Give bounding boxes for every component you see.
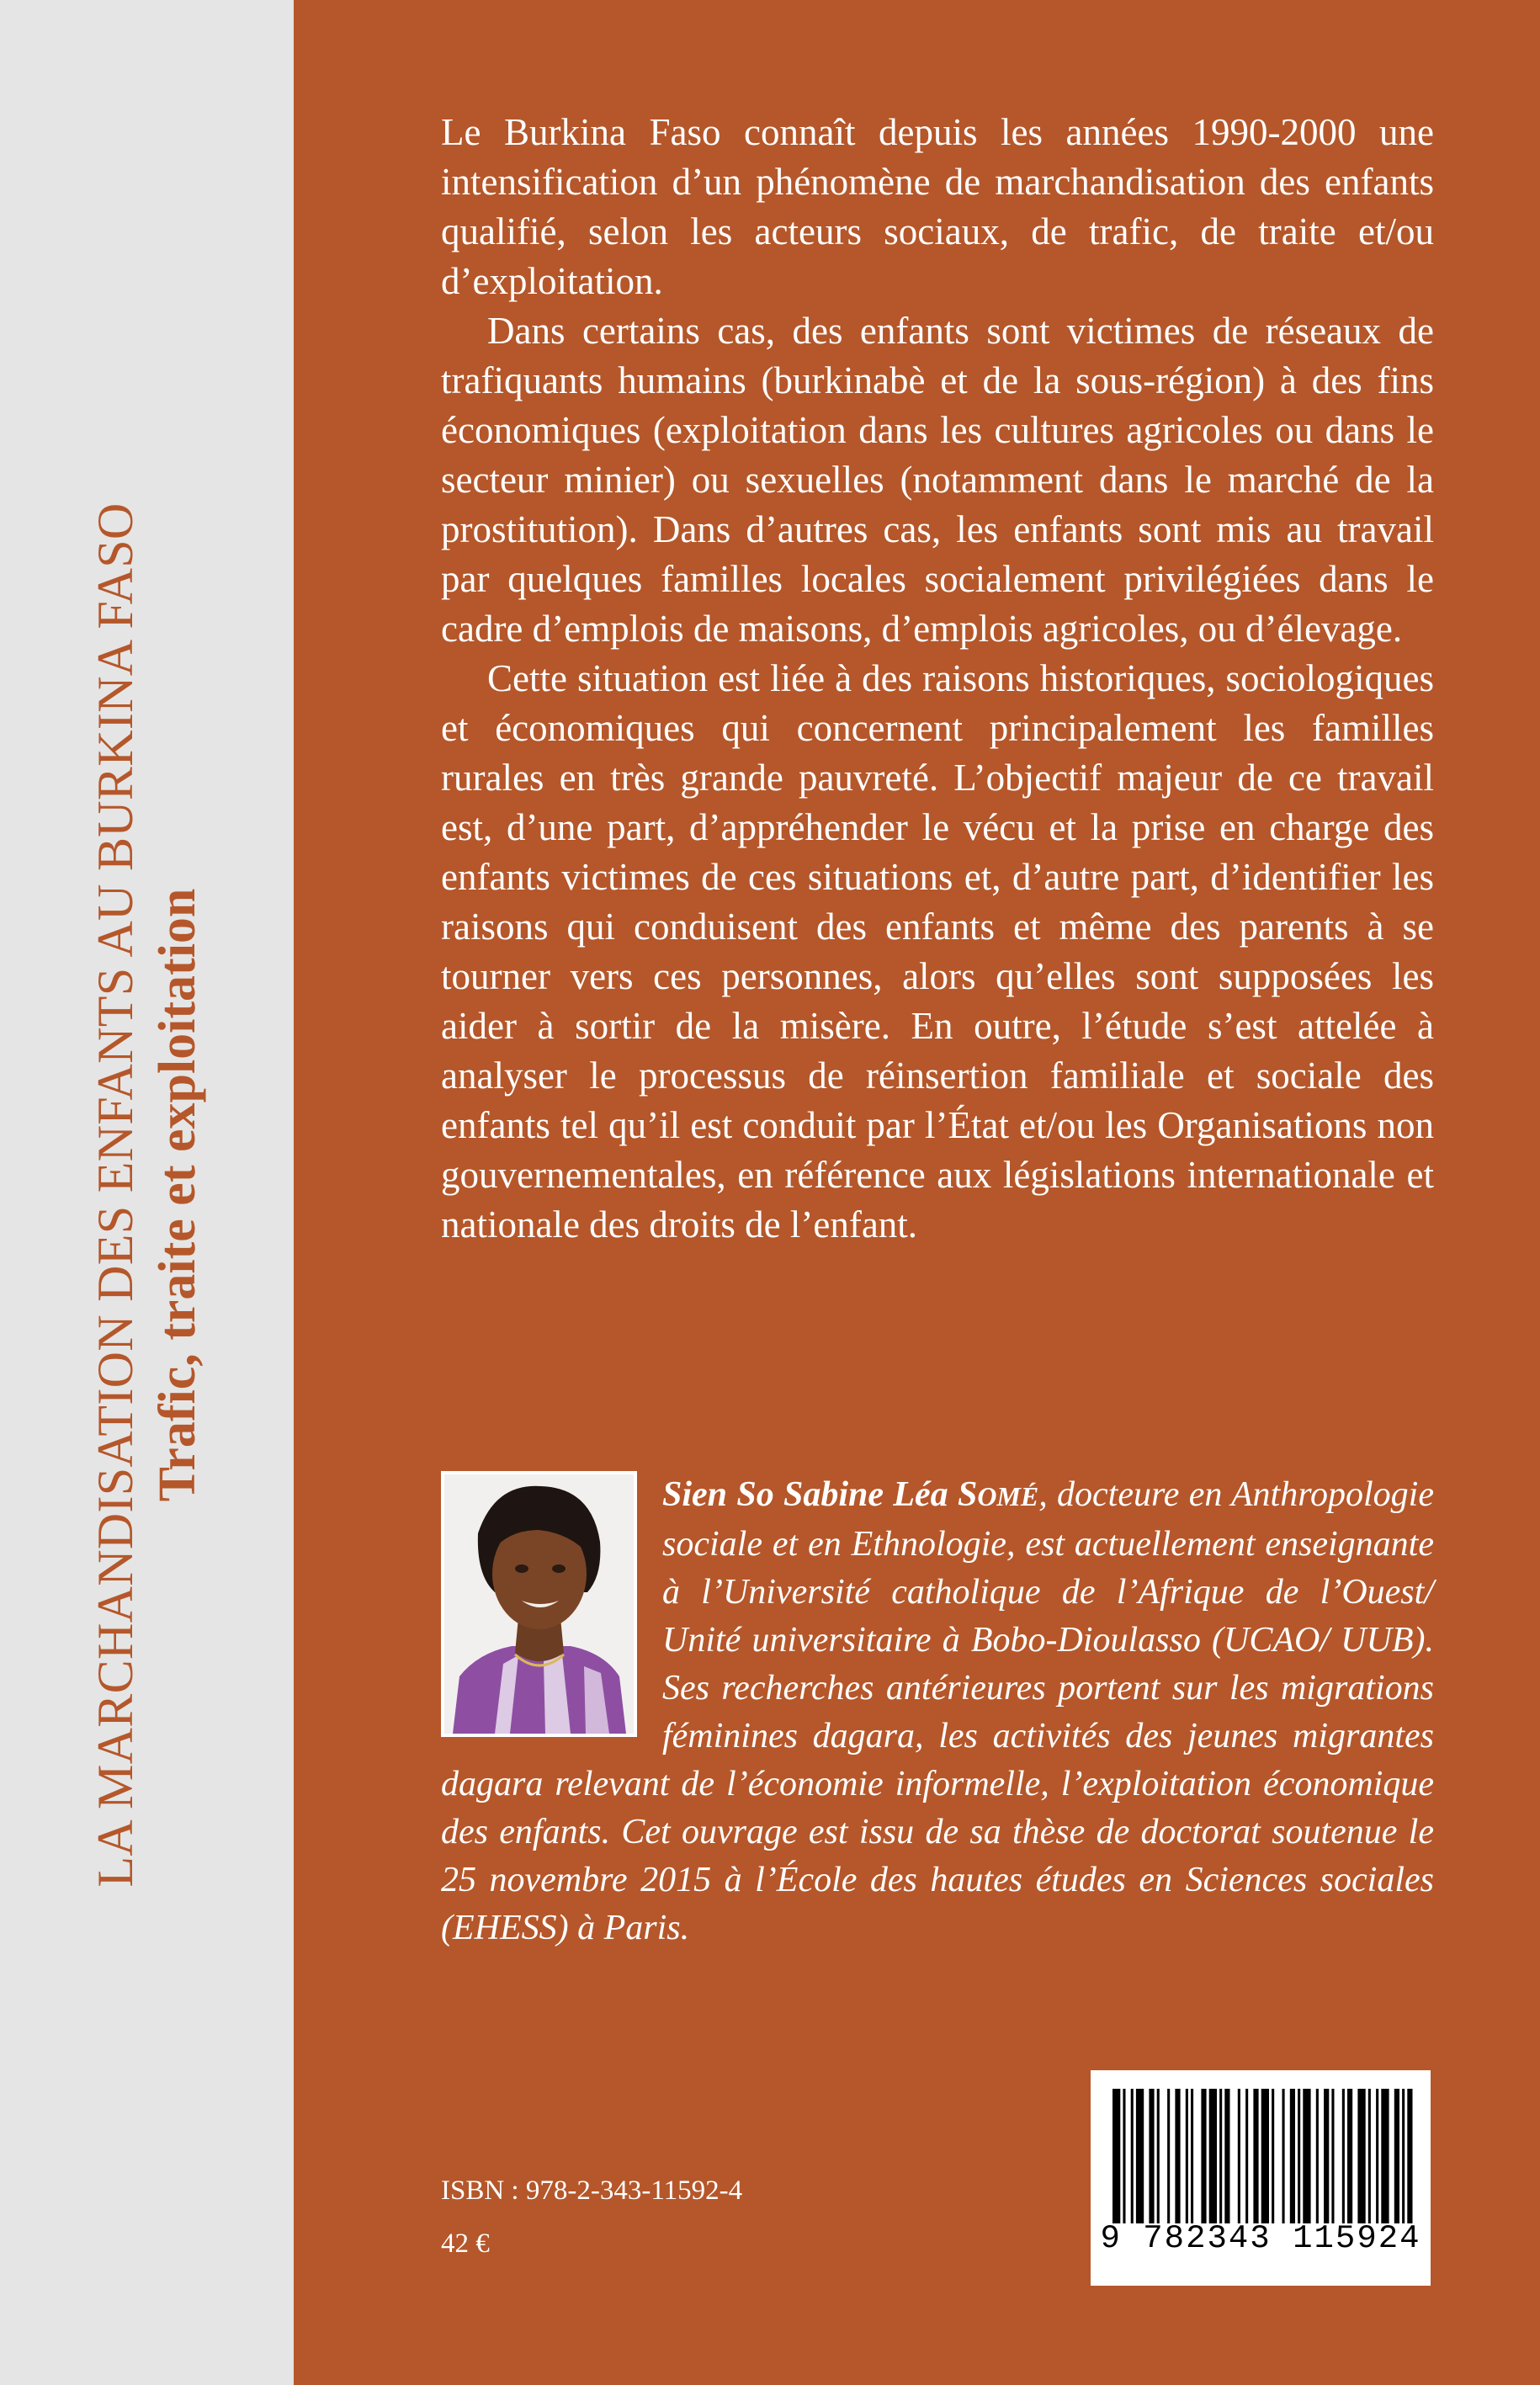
barcode-bar	[1316, 2089, 1319, 2223]
barcode-bar	[1261, 2089, 1269, 2223]
barcode-bar	[1245, 2089, 1248, 2223]
barcode-bar	[1342, 2089, 1345, 2223]
barcode-bar	[1298, 2089, 1300, 2223]
author-bio-text: , docteure en Anthropologie sociale et en Ethnologie, est actuellement enseignante à l’Université catholique de l’Afrique de l’Ouest/ Unité universitaire à Bobo-Dioulasso (UCAO/ UUB). Ses recherches antérieures portent sur les migrations féminines dagara, les activités des jeunes migrantes dagara relevant de l’économie informelle, l’exploitation économique des enfants. Cet ouvrage est issu de sa thèse de doctorat soutenue le 25 novembre 2015 à l’École des hautes études en Sciences sociales (EHESS) à Paris.	[441, 1475, 1434, 1947]
author-name-surname: OMÉ	[977, 1481, 1039, 1511]
barcode	[1091, 2070, 1431, 2286]
barcode-bar	[1324, 2089, 1329, 2223]
barcode-bar	[1253, 2089, 1258, 2223]
barcode-bar	[1282, 2089, 1285, 2223]
blurb-paragraph: Dans certains cas, des enfants sont victimes de réseaux de trafiquants humains (burkinabè et de la sous-région) à des fins économiques (exploitation dans les cultures agricoles ou dans le secteur minier) ou sexuelles (notamment dans le marché de la prostitution). Dans d’autres cas, les enfants sont mis au travail par quelques familles locales socialement privilégiées dans le cadre d’emplois de maisons, d’emplois agricoles, ou d’élevage.	[441, 310, 1434, 650]
spine-text-block	[84, 185, 209, 2205]
barcode-bar	[1357, 2089, 1365, 2223]
book-spine	[0, 0, 294, 2385]
barcode-bar	[1347, 2089, 1352, 2223]
barcode-bar	[1175, 2089, 1180, 2223]
barcode-bar	[1290, 2089, 1295, 2223]
author-photo	[441, 1471, 637, 1737]
barcode-digits: 9 782343 115924	[1100, 2220, 1421, 2257]
spine-title: LA MARCHANDISATION DES ENFANTS AU BURKINA FASO	[88, 502, 143, 1888]
back-cover-blurb	[441, 108, 1434, 1250]
author-name-given: Sien So Sabine Léa S	[662, 1475, 978, 1514]
blurb-paragraph: Cette situation est liée à des raisons historiques, sociologiques et économiques qui concernent principalement les familles rurales en très grande pauvreté. L’objectif majeur de ce travail est, d’une part, d’appréhender le vécu et la prise en charge des enfants victimes de ces situations et, d’autre part, d’identifier les raisons qui conduisent des enfants et même des parents à se tourner vers ces personnes, alors qu’elles sont supposées les aider à sortir de la misère. En outre, l’étude s’est attelée à analyser le processus de réinsertion familiale et sociale des enfants tel qu’il est conduit par l’État et/ou les Organisations non gouvernementales, en référence aux législations internationale et nationale des droits de l’enfant.	[441, 657, 1434, 1246]
barcode-bar	[1303, 2089, 1310, 2223]
barcode-bar	[1238, 2089, 1240, 2223]
barcode-bar	[1149, 2089, 1154, 2223]
author-name	[662, 1475, 1038, 1514]
barcode-bar	[1368, 2089, 1371, 2223]
barcode-bar	[1331, 2089, 1334, 2223]
barcode-bar	[1407, 2089, 1412, 2223]
barcode-bar	[1402, 2089, 1405, 2223]
barcode-bar	[1167, 2089, 1170, 2223]
book-price: 42 €	[441, 2228, 490, 2259]
barcode-bar	[1224, 2089, 1229, 2223]
barcode-bar	[1376, 2089, 1378, 2223]
barcode-bar	[1272, 2089, 1274, 2223]
barcode-bar	[1394, 2089, 1399, 2223]
barcode-bar	[1136, 2089, 1144, 2223]
spine-subtitle: Trafic, traite et exploitation	[149, 888, 206, 1502]
barcode-bar	[1219, 2089, 1222, 2223]
author-portrait-image	[444, 1474, 634, 1734]
barcode-bar	[1201, 2089, 1206, 2223]
author-bio	[441, 1471, 1434, 1952]
barcode-bar	[1123, 2089, 1125, 2223]
barcode-bar	[1209, 2089, 1217, 2223]
barcode-bar	[1191, 2089, 1193, 2223]
barcode-bar	[1157, 2089, 1160, 2223]
blurb-paragraph: Le Burkina Faso connaît depuis les années 1990-2000 une intensification d’un phénomène de marchandisation des enfants qualifié, selon les acteurs sociaux, de trafic, de traite et/ou d’exploitation.	[441, 111, 1434, 302]
isbn-number: ISBN : 978-2-343-11592-4	[441, 2175, 743, 2206]
barcode-bar	[1113, 2089, 1120, 2223]
barcode-bar	[1381, 2089, 1389, 2223]
barcode-bar	[1186, 2089, 1188, 2223]
barcode-bars	[1107, 2089, 1414, 2223]
barcode-bar	[1131, 2089, 1134, 2223]
